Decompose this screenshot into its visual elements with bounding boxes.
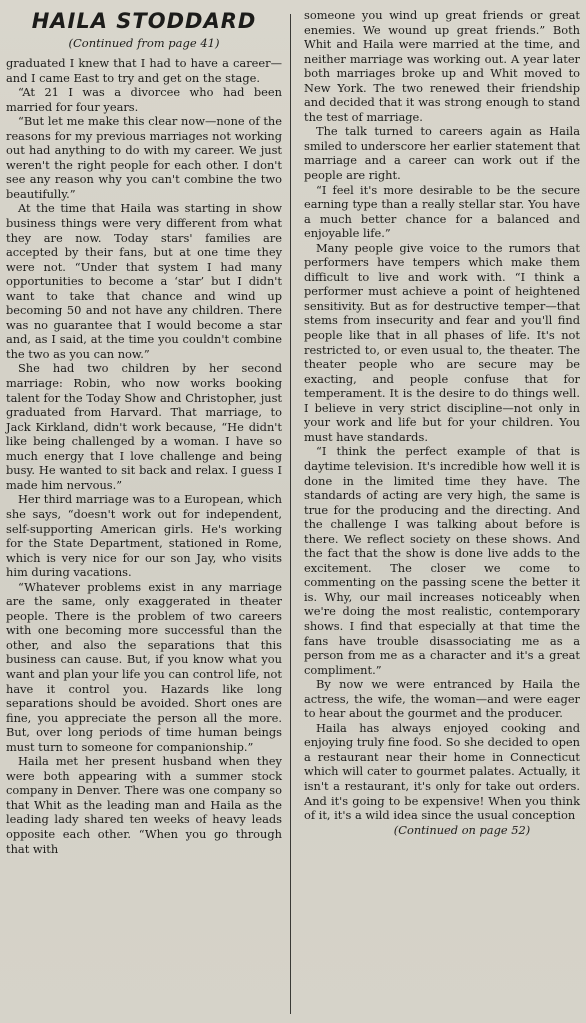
paragraph: “I feel it's more desirable to be the secure earning type than a really stellar star. You have a much better chance for a balanced and enjoyable life.” (304, 182, 580, 241)
paragraph: Her third marriage was to a European, which she says, “doesn't work out for independent, self-supporting American girls. He's working for the State Department, stationed in Rome, which is very nice for our son Jay, who visits him during vacations. (6, 492, 282, 580)
continued-on-note: (Continued on page 52) (393, 822, 531, 837)
paragraph: At the time that Haila was starting in show business things were very different from what they are now. Today stars' families are accepted by their fans, but at one time they were not. “Under that system I had many opportunities to become a ‘star’ but I didn't want to take that chance and wind up becoming 50 and not have any children. There was no guarantee that I would become a star and, as I said, at the time you couldn't combine the two as you can now.” (6, 201, 282, 361)
paragraph: “Whatever problems exist in any marriage are the same, only exaggerated in theater people. There is the problem of two careers with one becoming more successful than the other, and also the separations that this business can cause. But, if you know what you want and plan your life you can control life, not have it control you. Hazards like long separations should be avoided. Short ones are fine, you appreciate the person all the more. But, over long periods of time human beings must turn to someone for companionship.” (6, 579, 282, 754)
right-column (304, 8, 580, 838)
paragraph: Haila met her present husband when they were both appearing with a summer stock company in Denver. There was one company so that Whit as the leading man and Haila as the leading lady shared ten weeks of heavy leads opposite each other. “When you go through that with (6, 754, 282, 856)
paragraph: The talk turned to careers again as Haila smiled to underscore her earlier statement that marriage and a career can work out if the people are right. (304, 124, 580, 183)
column-divider (290, 14, 291, 1014)
paragraph: Many people give voice to the rumors that performers have tempers which make them difficult to live and work with. “I think a performer must achieve a point of heightened sensitivity. But as for destructive temper—that stems from insecurity and fear and you'll find people like that in all phases of life. It's not restricted to, or even usual to, the theater. The theater people who are secure may be exacting, and people confuse that for temperament. It is the desire to do things well. I believe in very strict discipline—not only in your work and life but for your children. You must have standards. (304, 240, 580, 444)
paragraph: She had two children by her second marriage: Robin, who now works booking talent for the Today Show and Christopher, just graduated from Harvard. That marriage, to Jack Kirkland, didn't work because, “He didn't like being challenged by a woman. I have so much energy that I love challenge and being busy. He wanted to sit back and relax. I guess I made him nervous.” (6, 361, 282, 492)
paragraph: Haila has always enjoyed cooking and enjoying truly fine food. So she decided to open a restaurant near their home in Connecticut which will cater to gourmet palates. Actually, it isn't a restaurant, it's only for take out orders. And it's going to be expensive! When you think of it, it's a wild idea since the usual conception (304, 720, 580, 823)
paragraph: “I think the perfect example of that is daytime television. It's incredible how well it is done in the limited time they have. The standards of acting are very high, the same is true for the producing and the directing. And the challenge I was talking about before is there. We reflect society on these shows. And the fact that the show is done live adds to the excitement. The closer we come to commenting on the passing scene the better it is. Why, our mail increases noticeably when we're doing the most realistic, contemporary shows. I find that especially at that time the fans have trouble disassociating me as a person from me as a character and it's a great compliment.” (304, 444, 580, 677)
paragraph: graduated I knew that I had to have a career—and I came East to try and get on the stage. (6, 56, 282, 85)
left-column (6, 8, 282, 856)
continued-from-note: (Continued from page 41) (68, 36, 220, 50)
paragraph: By now we were entranced by Haila the actress, the wife, the woman—and were eager to hear about the gourmet and the producer. (304, 677, 580, 721)
paragraph: someone you wind up great friends or great enemies. We wound up great friends.” Both Whit and Haila were married at the time, and neither marriage was working out. A year later both marriages broke up and Whit moved to New York. The two renewed their friendship and decided that it was strong enough to stand the test of marriage. (304, 8, 580, 124)
article-headline: HAILA STODDARD (31, 9, 257, 33)
paragraph: “But let me make this clear now—none of the reasons for my previous marriages not working out had anything to do with my career. We just weren't the right people for each other. I don't see any reason why you can't combine the two beautifully.” (6, 114, 282, 201)
paragraph: “At 21 I was a divorcee who had been married for four years. (6, 85, 282, 114)
